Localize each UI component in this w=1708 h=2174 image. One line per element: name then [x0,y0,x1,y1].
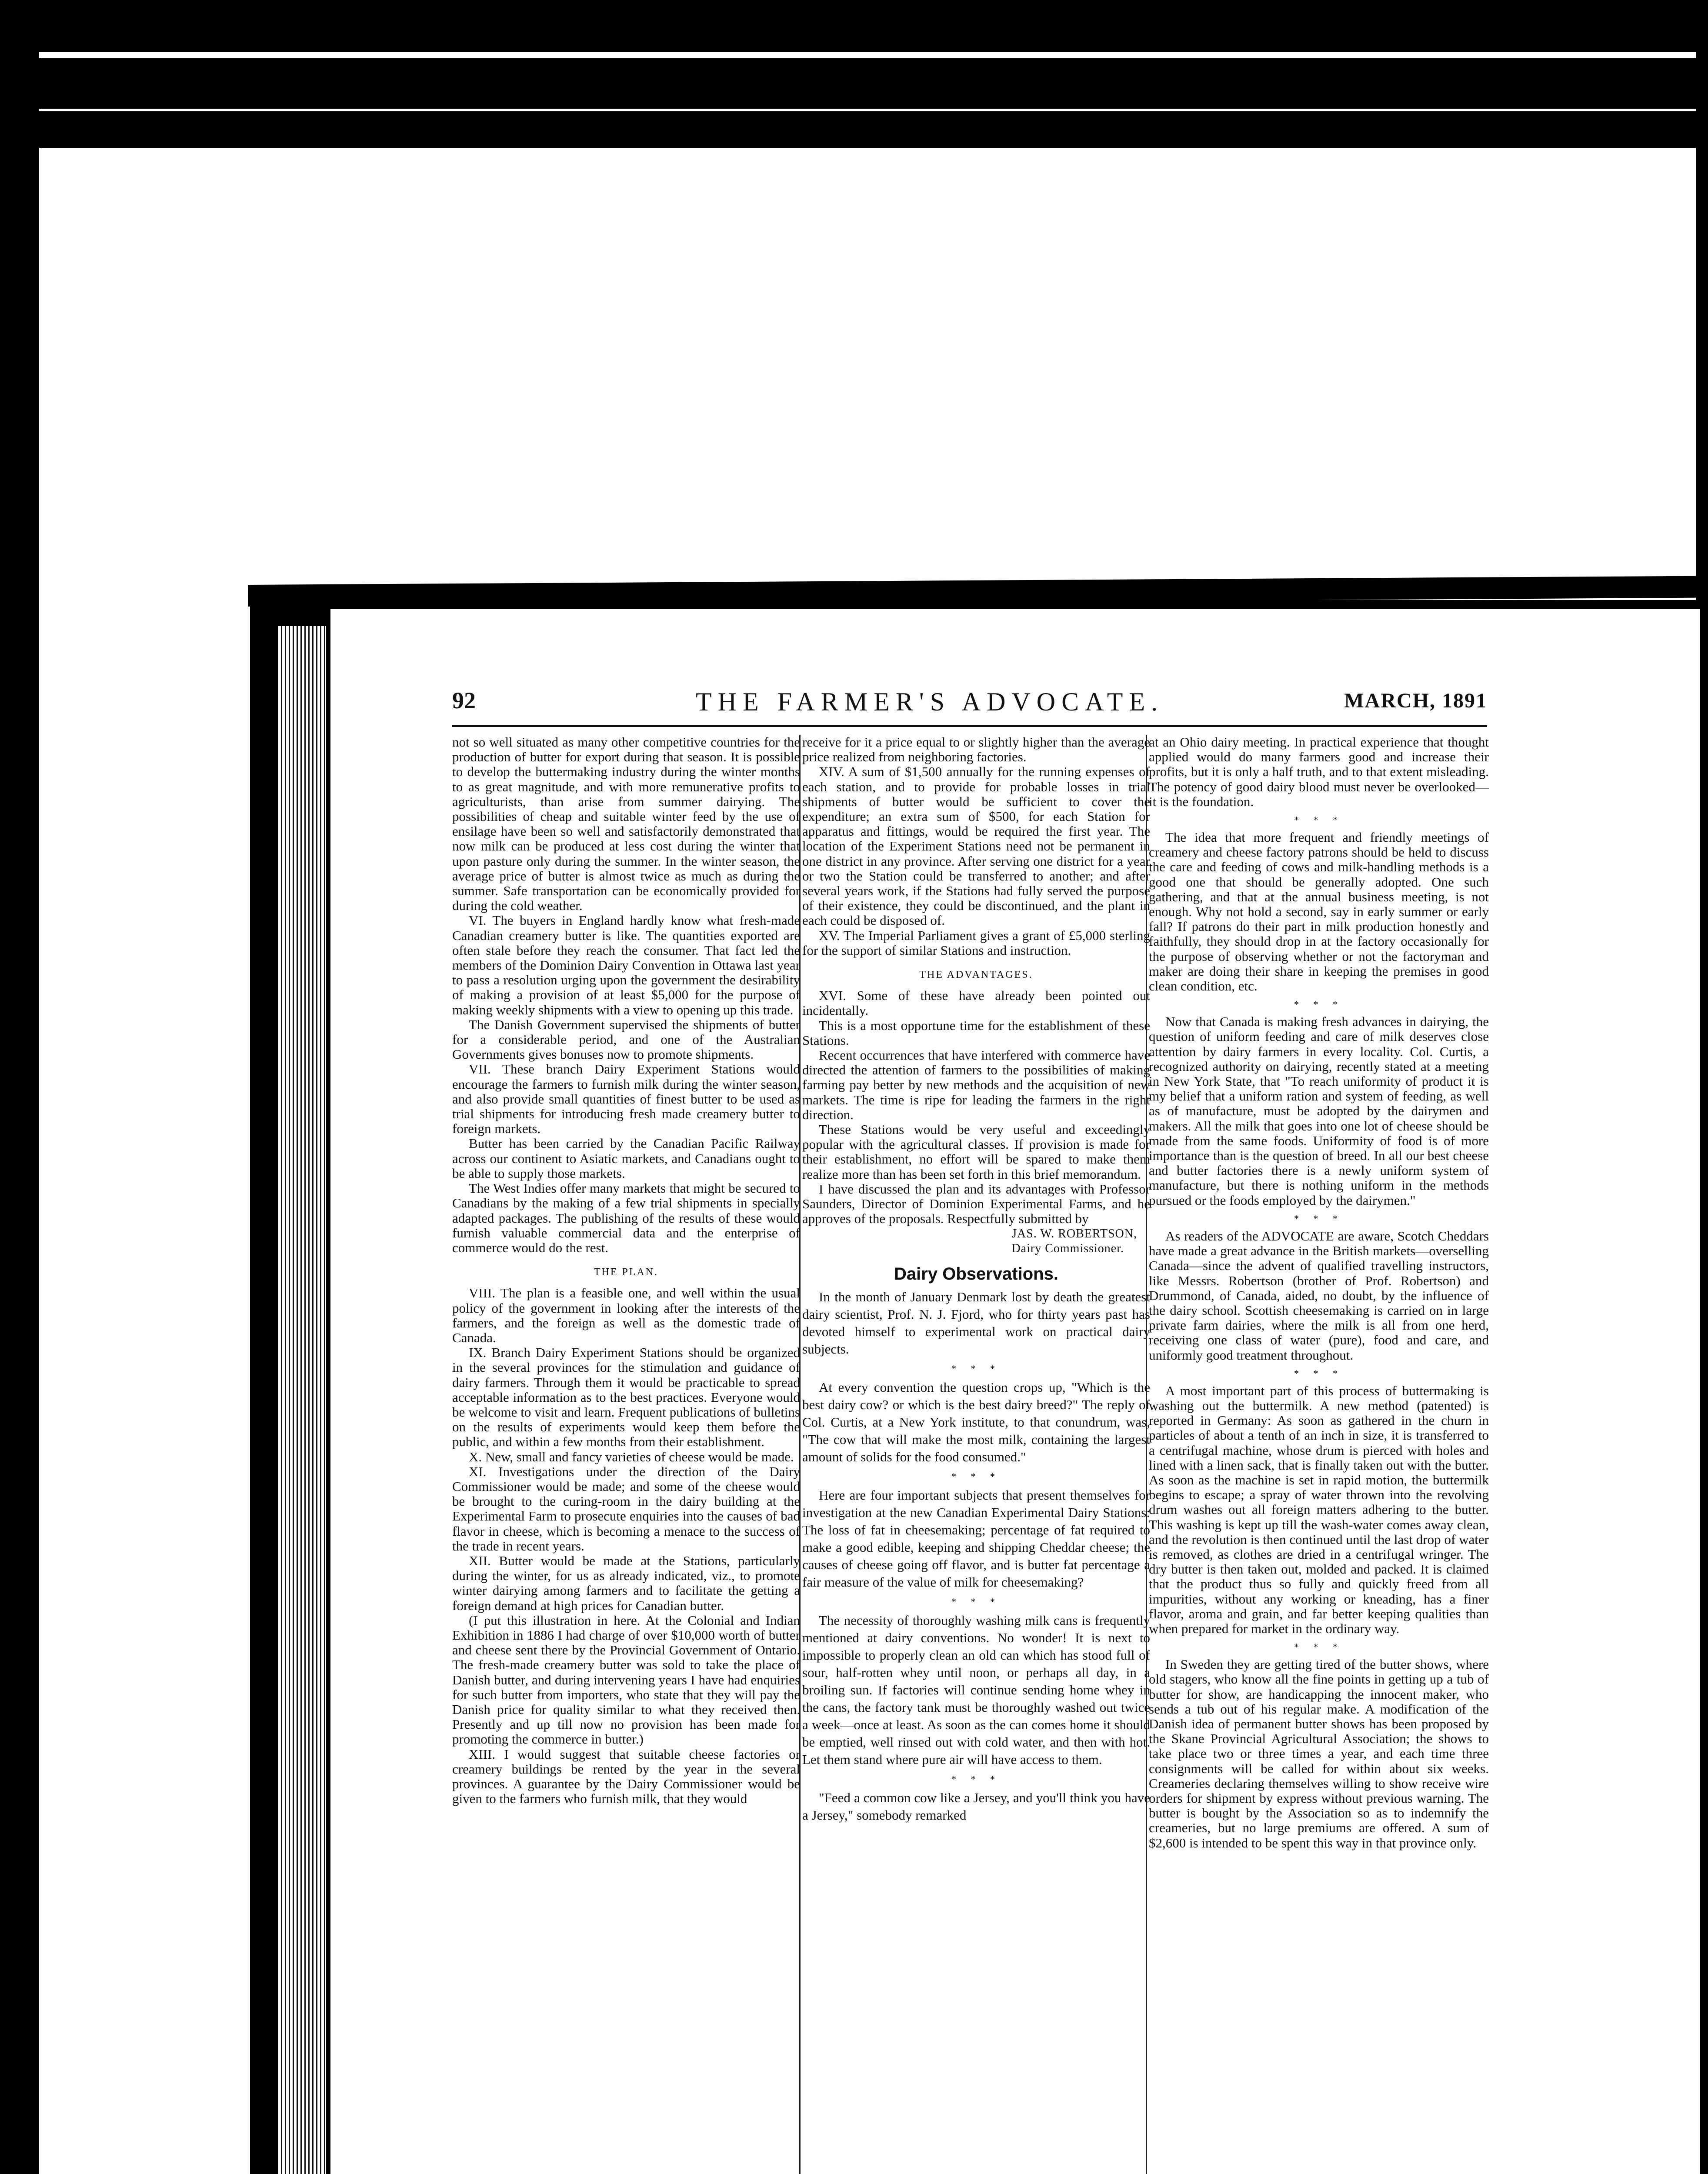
page-stack-edges [278,626,326,2174]
paragraph: These Stations would be very useful and exceedingly popular with the agricultural classes. If provision is made for their establishment, no effort will be spared to make them realize more than has been set forth in this brief memorandum. [802,1122,1150,1182]
paragraph: not so well situated as many other competitive countries for the production of butter for export during that season. It is possible to develop the buttermaking industry during the winter months to as great magnitude, and with more remunerative profits to agriculturists, than arise from summer dairying. The possibilities of cheap and suitable winter feed by the use of ensilage have been so well and satisfactorily demonstrated that now milk can be produced at less cost during the winter that upon pasture only during the summer. In the winter season, the average price of butter is almost twice as much as during the summer. Safe transportation can be economically provided for during the cold weather. [452,735,800,914]
separator-stars: * * * [1294,1213,1344,1224]
paragraph: At every convention the question crops up, "Which is the best dairy cow? or which is the best dairy breed?" The reply of Col. Curtis, at a New York institute, to that conundrum, was, "The cow that will make the most milk, containing the largest amount of solids for the food consumed." [802,1380,1150,1465]
paragraph: As readers of the ADVOCATE are aware, Scotch Cheddars have made a great advance in the British markets—overselling Canada—since the advent of qualified travelling instructors, like Messrs. Robertson (brother of Prof. Robertson) and Drummond, of Canada, aided, no doubt, by the influence of the dairy school. Scottish cheesemaking is carried on in large private farm dairies, where the milk is all from one herd, receiving one class of water (pure), food and care, and uniformly good treatment throughout. [1149,1228,1489,1363]
page-number: 92 [452,687,476,714]
section-title-dairy-observations: Dairy Observations. [894,1264,1058,1284]
scan-border-stripe [0,52,1708,58]
paragraph: The necessity of thoroughly washing milk cans is frequently mentioned at dairy conventions. No wonder! It is next to impossible to properly clean an old can which has stood full of sour, half-rotten whey until noon, or perhaps all day, in a broiling sun. If factories will continue sending home whey in the cans, the factory tank must be thoroughly washed out twice a week—once at least. As soon as the can comes home it should be emptied, well rinsed out with cold water, and then with hot. Let them stand where pure air will have access to them. [802,1613,1150,1767]
paragraph: In Sweden they are getting tired of the butter shows, where old stagers, who know all the fine points in getting up a tub of butter for show, are handicapping the innocent maker, who sends a tub out of his regular make. A modification of the Danish idea of permanent butter shows has been proposed by the Skane Provincial Agricultural Association; the shows to take place two or three times a year, and each time three consignments will be called for within about six weeks. Creameries declaring themselves willing to show receive wire orders for shipment by express without previous warning. The butter is bought by the Association so as to indemnify the creameries, but no large premiums are offered. A sum of $2,600 is intended to be spent this way in that province only. [1149,1657,1489,1851]
paragraph: Here are four important subjects that present themselves for investigation at the new Canadian Experimental Dairy Stations: The loss of fat in cheesemaking; percentage of fat required to make a good edible, keeping and shipping Cheddar cheese; the causes of cheese going off flavor, and is butter fat percentage a fair measure of the value of milk for cheesemaking? [802,1487,1150,1590]
separator-stars: * * * [1294,1641,1344,1653]
article-column-2 [802,735,1150,2174]
paragraph: The West Indies offer many markets that might be secured to Canadians by the making of a few trial shipments in specially adapted packages. The publishing of the results of these would furnish valuable commercial data and the enterprise of commerce would do the rest. [452,1180,800,1255]
paragraph: The idea that more frequent and friendly meetings of creamery and cheese factory patrons should be held to discuss the care and feeding of cows and milk-handling methods is a good one that should be generally adopted. One such gathering, and that at the annual business meeting, is not enough. Why not hold a second, say in early summer or early fall? If patrons do their part in milk production honestly and faithfully, they should drop in at the factory occasionally for the purpose of observing whether or not the factoryman and maker are doing their share in keeping the premises in good clean condition, etc. [1149,830,1489,994]
separator-stars: * * * [951,1774,1001,1785]
paragraph: The Danish Government supervised the shipments of butter for a considerable period, and one of the Australian Governments gives bonuses now to promote shipments. [452,1017,800,1062]
issue-date: MARCH, 1891 [1344,689,1487,712]
paragraph: X. New, small and fancy varieties of cheese would be made. [469,1449,794,1464]
paragraph: (I put this illustration in here. At the Colonial and Indian Exhibition in 1886 I had charge of over $10,000 worth of butter and cheese sent there by the Provincial Government of Ontario. The fresh-made creamery butter was sold to take the place of Danish butter, and during intervening years I have had enquiries for such butter from importers, who state that they will pay the Danish price for quality similar to what they received then. Presently and up till now no provision has been made for promoting the commerce in butter.) [452,1612,800,1747]
subheading-the-advantages: THE ADVANTAGES. [919,969,1033,981]
paragraph: "Feed a common cow like a Jersey, and you'll think you have a Jersey," somebody remarked [802,1790,1150,1823]
paragraph: at an Ohio dairy meeting. In practical experience that thought applied would do many farmers good and increase their profits, but it is only a half truth, and to that extent misleading. The potency of good dairy blood must never be overlooked—it is the foundation. [1149,735,1489,809]
separator-stars: * * * [951,1471,1001,1482]
paragraph: receive for it a price equal to or slightly higher than the average price realized from neighboring factories. [802,735,1150,765]
signature-title: Dairy Commissioner. [1011,1241,1124,1255]
paragraph: VI. The buyers in England hardly know what fresh-made Canadian creamery butter is like. The quantities exported are often stale before they reach the consumer. That fact led the members of the Dominion Dairy Convention in Ottawa last year to pass a resolution urging upon the government the desirability of making a provision of at least $5,000 for the purpose of making weekly shipments with a view to opening up this trade. [452,913,800,1017]
signature-name: JAS. W. ROBERTSON, [1012,1227,1137,1240]
subheading-the-plan: THE PLAN. [594,1267,659,1278]
paragraph: Now that Canada is making fresh advances in dairying, the question of uniform feeding and care of milk deserves close attention by dairy farmers in every locality. Col. Curtis, a recognized authority on dairying, recently stated at a meeting in New York State, that "To reach uniformity of product it is my belief that a uniform ration and system of feeding, as well as of manufacture, must be adopted by the dairymen and makers. All the milk that goes into one lot of cheese should be made from the same foods. Uniformity of food is of more importance than is the question of breed. In all our best cheese and butter factories there is a newly uniform system of manufacture, but there is nothing uniform in the methods pursued or the foods employed by the dairymen." [1149,1014,1489,1208]
article-column-1 [452,735,800,2174]
header-rule [452,725,1487,727]
paragraph: XII. Butter would be made at the Stations, particularly during the winter, for us as already indicated, viz., to promote winter dairying among farmers and to facilitate the getting a foreign demand at high prices for Canadian butter. [452,1553,800,1613]
separator-stars: * * * [1294,1367,1344,1379]
separator-stars: * * * [1294,999,1344,1010]
paragraph: In the month of January Denmark lost by death the greatest dairy scientist, Prof. N. J. Fjord, who for thirty years past has devoted himself to experimental work on practical dairy subjects. [802,1289,1150,1357]
separator-stars: * * * [951,1363,1001,1374]
paragraph: XVI. Some of these have already been pointed out incidentally. [802,988,1150,1018]
separator-stars: * * * [951,1596,1001,1607]
scan-border-top [0,0,1708,148]
masthead-title: THE FARMER'S ADVOCATE. [696,687,1164,716]
paragraph: VIII. The plan is a feasible one, and well within the usual policy of the government in looking after the interests of the farmers, and the foreign as well as the domestic trade of Canada. [452,1285,800,1345]
paragraph: Recent occurrences that have interfered with commerce have directed the attention of farmers to the possibilities of making farming pay better by new methods and the acquisition of new markets. The time is ripe for leading the farmers in the right direction. [802,1047,1150,1122]
paragraph: XI. Investigations under the direction of the Dairy Commissioner would be made; and some of the cheese would be brought to the curing-room in the dairy building at the Experimental Farm to prosecute enquiries into the causes of bad flavor in cheese, which is becoming a menace to the success of the trade in recent years. [452,1464,800,1554]
scan-border-stripe [0,109,1708,111]
paragraph: This is a most opportune time for the establishment of these Stations. [802,1017,1150,1048]
paragraph: A most important part of this process of buttermaking is washing out the buttermilk. A new method (patented) is reported in Germany: As soon as gathered in the churn in particles of about a tenth of an inch in size, it is transferred to a centrifugal machine, whose drum is pierced with holes and lined with a linen sack, that is finally taken out with the butter. As soon as the machine is set in rapid motion, the buttermilk begins to escape; a spray of water thrown into the revolving drum washes out all foreign matters adhering to the butter. This washing is kept up till the wash-water comes away clean, and the revolution is then continued until the last drop of water is removed, as clothes are dried in a centrifugal wringer. The dry butter is then taken out, molded and packed. It is claimed that the product thus so fully and quickly freed from all impurities, without any working or kneading, has a finer flavor, aroma and grain, and far better keeping qualities than when prepared for market in the ordinary way. [1149,1383,1489,1636]
paragraph: XIII. I would suggest that suitable cheese factories or creamery buildings be rented by the year in the several provinces. A guarantee by the Dairy Commissioner would be given to the farmers who furnish milk, that they would [452,1746,800,1807]
article-column-3 [1149,735,1489,2174]
paragraph: XIV. A sum of $1,500 annually for the running expenses of each station, and to provide for probable losses in trial shipments of butter would be sufficient to cover the expenditure; an extra sum of $500, for each Station for apparatus and fittings, would be required the first year. The location of the Experiment Stations need not be permanent in one district in any province. After serving one district for a year or two the Station could be transferred to another; and after several years work, if the Stations had fully served the purpose of their existence, they could be discontinued, and the plant in each could be disposed of. [802,764,1150,928]
scan-border-left [0,0,39,2174]
paragraph: I have discussed the plan and its advantages with Professor Saunders, Director of Dominion Experimental Farms, and he approves of the proposals. Respectfully submitted by [802,1181,1150,1227]
paragraph: XV. The Imperial Parliament gives a grant of £5,000 sterling for the support of similar Stations and instruction. [802,927,1150,958]
paragraph: VII. These branch Dairy Experiment Stations would encourage the farmers to furnish milk during the winter season, and also provide small quantities of finest butter to be used as trial shipments for introducing fresh made creamery butter to foreign markets. [452,1061,800,1137]
separator-stars: * * * [1294,814,1344,826]
paragraph: Butter has been carried by the Canadian Pacific Railway across our continent to Asiatic markets, and Canadians ought to be able to supply those markets. [452,1136,800,1181]
page-header [452,687,1487,717]
paragraph: IX. Branch Dairy Experiment Stations should be organized in the several provinces for the stimulation and guidance of dairy farmers. Through them it would be practicable to spread acceptable information as to the best practices. Everyone would be welcome to visit and learn. Frequent publications of bulletins on the results of experiments would keep them before the public, and within a few months from their establishment. [452,1345,800,1450]
